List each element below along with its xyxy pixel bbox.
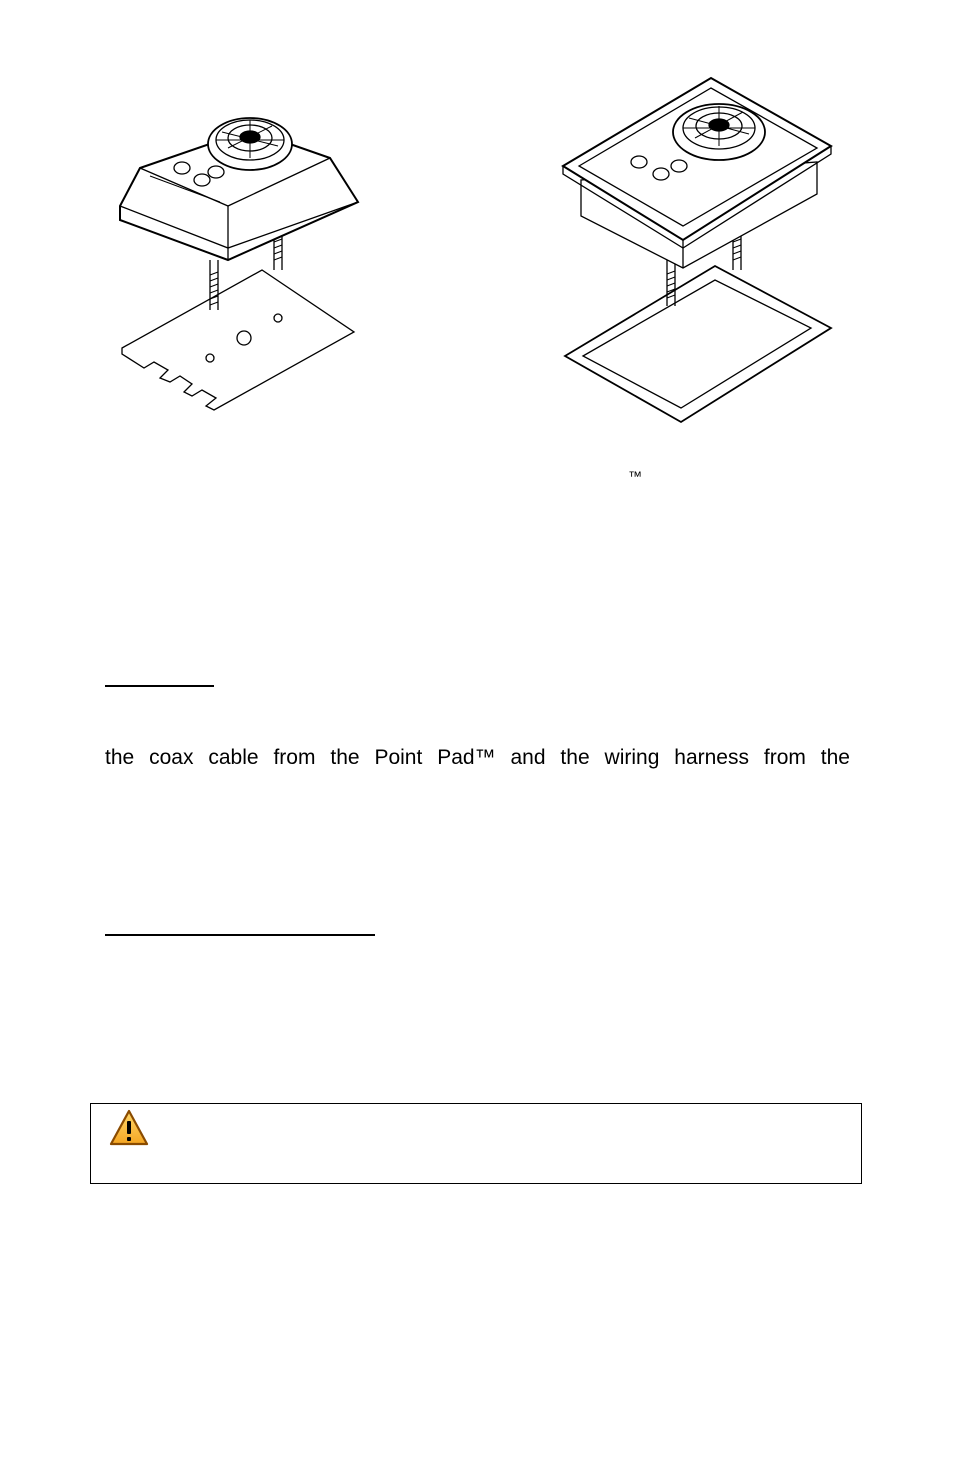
section-heading-underline (105, 685, 214, 687)
flush-mount-illustration (555, 70, 845, 430)
section-heading-underline (105, 934, 375, 936)
surface-mount-illustration (110, 110, 370, 430)
figure-caption-fragment: ™ (628, 468, 643, 484)
warning-triangle-icon (108, 1108, 150, 1148)
warning-box (90, 1103, 862, 1184)
body-text-line: the coax cable from the Point Pad™ and the wiring harness from the (105, 746, 850, 769)
